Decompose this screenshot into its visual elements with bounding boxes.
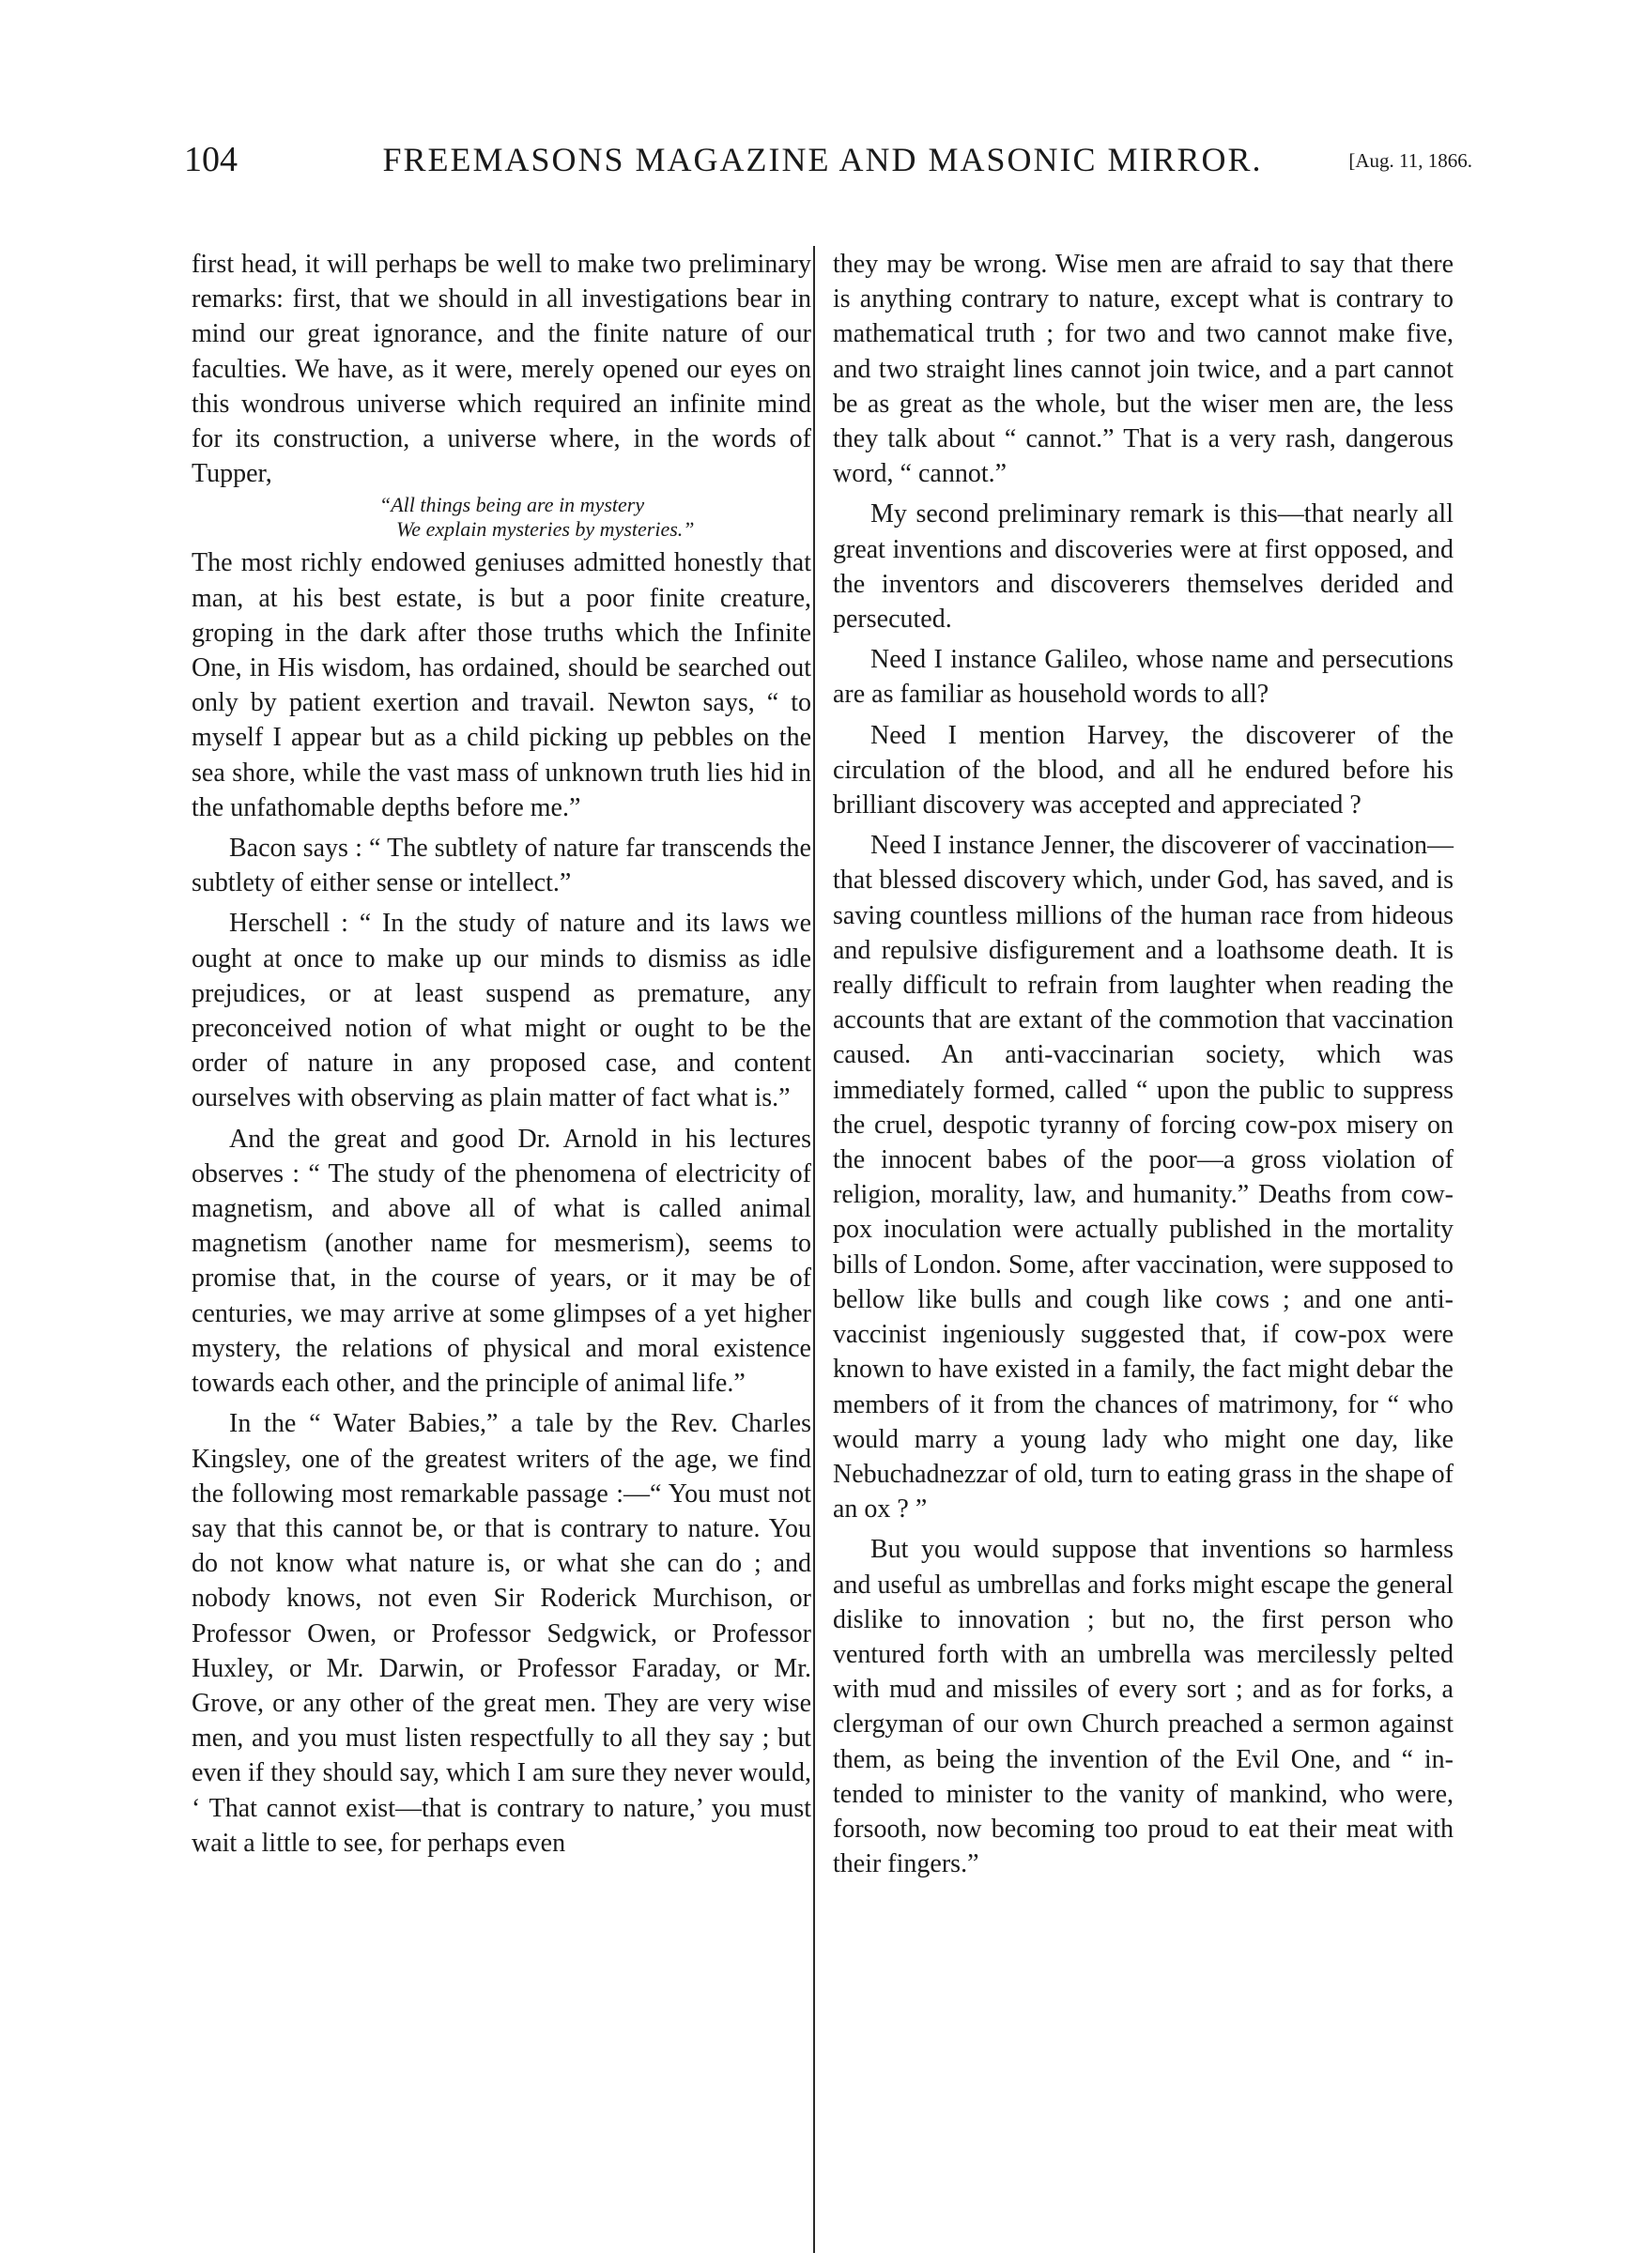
paragraph: My second preliminary remark is this—that nearly all great inventions and discoveries were at first opposed, and the inventors and discoverers themselves derided and persecuted. xyxy=(833,499,1454,635)
paragraph: Need I mention Harvey, the discoverer of the circulation of the blood, and all he endured before his brilliant discovery was accepted and appreciated ? xyxy=(833,720,1454,820)
paragraph: Need I instance Jenner, the discoverer of vaccination—that blessed discovery which, under God, has saved, and is saving countless millions of the human race from hideous and repulsive disfigurement and a loathsome death. It is really difficult to refrain from laughter when reading the accounts that are extant of the commotion that vaccination caused. An anti-vaccinarian society, which was immediately formed, called “ upon the public to suppress the cruel, despotic tyranny of forcing cow-pox misery on the innocent babes of the poor—a gross violation of religion, morality, law, and humanity.” Deaths from cow-pox inoculation were actually published in the mortality bills of London. Some, after vaccination, were supposed to bellow like bulls and cough like cows ; and one anti-vaccinist ingeniously suggested that, if cow-pox were known to have existed in a family, the fact might debar the members of it from the chances of matrimony, for “ who would marry a young lady who might one day, like Nebuchadnezzar of old, turn to eating grass in the shape of an ox ? ” xyxy=(833,831,1454,1525)
page-number: 104 xyxy=(184,140,238,179)
paragraph: In the “ Water Babies,” a tale by the Rev. Charles Kingsley, one of the greatest writers of the age, we find the following most remarkable passage :—“ You must not say that this cannot be, or that is contrary to nature. You do not know what nature is, or what she can do ; and nobody knows, not even Sir Roderick Murchison, or Professor Owen, or Professor Sedgwick, or Professor Huxley, or Mr. Darwin, or Professor Faraday, or Mr. Grove, or any other of the great men. They are very wise men, and you must listen respectfully to all they say ; but even if they should say, which I am sure they never would, ‘ That cannot exist—that is contrary to nature,’ you must wait a little to see, for perhaps even xyxy=(192,1409,811,1858)
verse-line: We explain mysteries by mysteries.” xyxy=(396,517,695,542)
paragraph: Bacon says : “ The subtlety of nature far transcends the subtlety of either sense or intellect.” xyxy=(192,834,811,898)
verse-line: “All things being are in mystery xyxy=(379,493,645,517)
issue-date: [Aug. 11, 1866. xyxy=(1348,149,1472,172)
verse-quote xyxy=(192,493,811,542)
running-title: FREEMASONS MAGAZINE AND MASONIC MIRROR. xyxy=(382,141,1263,178)
paragraph: And the great and good Dr. Arnold in his lectures observes : “ The study of the phenomena of electricity of magnetism, and above all of what is called animal magnetism (another name for mesmerism), seems to promise that, in the course of years, or it may be of centuries, we may arrive at some glimpses of a yet higher mystery, the relations of physical and moral existence towards each other, and the principle of animal life.” xyxy=(192,1124,811,1399)
paragraph: Need I instance Galileo, whose name and persecutions are as familiar as household words to all? xyxy=(833,645,1454,710)
paragraph: they may be wrong. Wise men are afraid to say that there is anything contrary to nature, except what is contrary to mathematical truth ; for two and two cannot make five, and two straight lines cannot join twice, and a part cannot be as great as the whole, but the wiser men are, the less they talk about “ cannot.” That is a very rash, dangerous word, “ cannot.” xyxy=(833,250,1454,489)
right-column xyxy=(833,247,1454,1881)
page-header xyxy=(184,136,1472,183)
paragraph: The most richly endowed geniuses admitted honestly that man, at his best estate, is but a poor finite creature, groping in the dark after those truths which the Infinite One, in His wisdom, has ordained, should be searched out only by patient exertion and travail. Newton says, “ to myself I appear but as a child picking up pebbles on the sea shore, while the vast mass of unknown truth lies hid in the unfathomable depths before me.” xyxy=(192,548,811,822)
paragraph: first head, it will perhaps be well to make two preliminary remarks: first, that we should in all investigations bear in mind our great ignorance, and the finite nature of our faculties. We have, as it were, merely opened our eyes on this wondrous universe which required an infinite mind for its construction, a universe where, in the words of Tupper, xyxy=(192,250,811,489)
paragraph: But you would suppose that inventions so harmless and useful as umbrellas and forks might escape the general dislike to innovation ; but no, the first person who ventured forth with an umbrella was mercilessly pelted with mud and missiles of every sort ; and as for forks, a clergyman of our own Church preached a sermon against them, as being the invention of the Evil One, and “ intended to minister to the vanity of mankind, who were, forsooth, now becoming too proud to eat their meat with their fingers.” xyxy=(833,1535,1454,1879)
left-column xyxy=(192,247,811,1861)
paragraph: Herschell : “ In the study of nature and its laws we ought at once to make up our minds to dismiss as idle prejudices, or at least suspend as premature, any preconceived notion of what might or ought to be the order of nature in any proposed case, and content ourselves with observing as plain matter of fact what is.” xyxy=(192,909,811,1113)
column-divider xyxy=(813,246,815,2253)
